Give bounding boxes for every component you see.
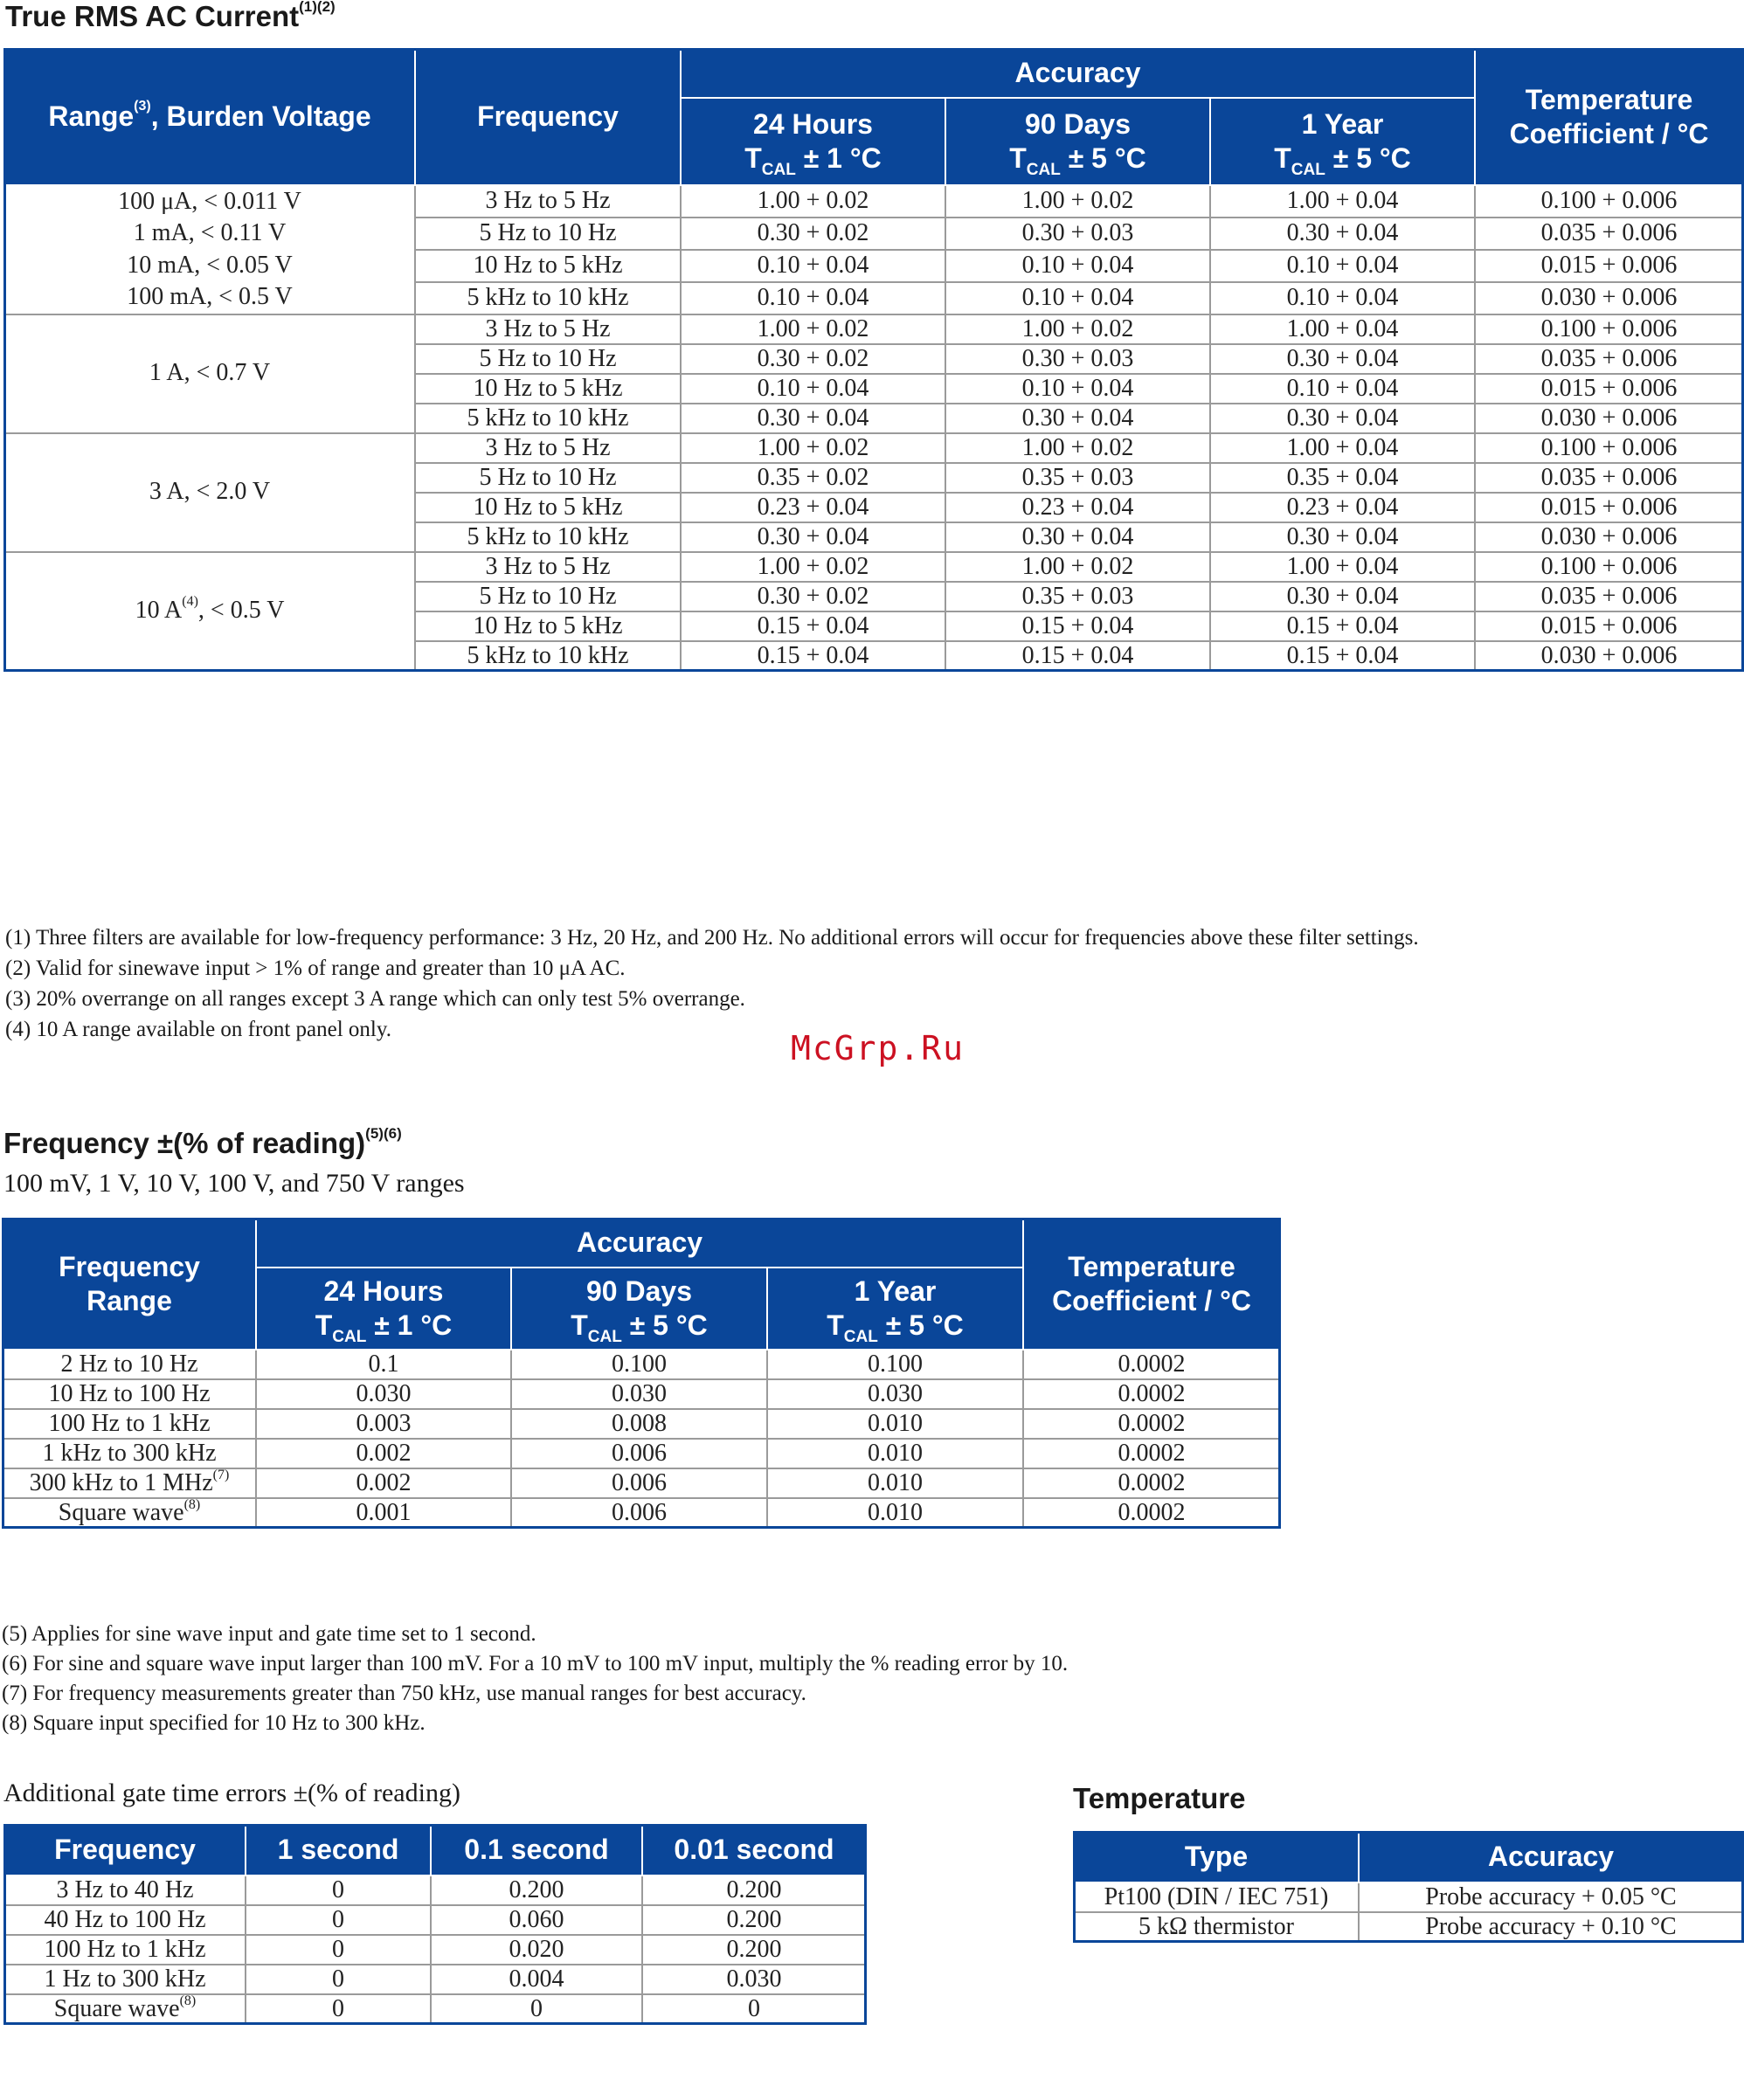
- footnote-6: (6) For sine and square wave input larger than 100 mV. For a 10 mV to 100 mV input, multiply the % reading error by 10.: [2, 1652, 1069, 1675]
- table-row: [4, 1875, 866, 1905]
- frequency-range-cell: [3, 1439, 256, 1468]
- header-range: Range$^{(3)}$, Burden Voltage: [4, 49, 415, 185]
- temp-coefficient-cell: 0.030 + 0.006: [1475, 404, 1743, 433]
- gate-0-1-second-cell: 0.020: [431, 1935, 642, 1965]
- accuracy-1y-cell: 0.010: [767, 1468, 1023, 1498]
- accuracy-90d-cell: 0.030: [511, 1379, 767, 1409]
- header-90-days: 90 Days $T_{CAL} \pm 5$ °C: [945, 98, 1210, 185]
- footnote-5: (5) Applies for sine wave input and gate time set to 1 second.: [2, 1622, 536, 1646]
- frequency-title: Frequency ±(% of reading)$^{(5)(6)}$: [3, 1125, 402, 1159]
- header-accuracy: Accuracy: [1359, 1832, 1743, 1882]
- gate-frequency-text: 3 Hz to 40 Hz: [56, 1876, 194, 1903]
- temp-coefficient-cell: 0.035 + 0.006: [1475, 218, 1743, 250]
- sensor-accuracy-cell: Probe accuracy + 0.10 °C: [1359, 1912, 1743, 1942]
- table-row: [3, 1468, 1280, 1498]
- header-0-01-second: 0.01 second: [642, 1825, 866, 1875]
- accuracy-24h-cell: 0.001: [256, 1498, 511, 1528]
- table-row: [1074, 1912, 1743, 1942]
- frequency-range-text: Square wave: [58, 1499, 184, 1526]
- temp-coefficient-cell: 0.015 + 0.006: [1475, 611, 1743, 641]
- temp-coefficient-cell: 0.100 + 0.006: [1475, 552, 1743, 582]
- frequency-range-text: 1 kHz to 300 kHz: [42, 1440, 217, 1467]
- accuracy-24h-cell: 0.10 + 0.04: [681, 282, 945, 314]
- accuracy-90d-cell: 0.10 + 0.04: [945, 374, 1210, 404]
- accuracy-90d-cell: 0.006: [511, 1498, 767, 1528]
- frequency-subtitle: 100 mV, 1 V, 10 V, 100 V, and 750 V ranges: [3, 1169, 465, 1198]
- accuracy-24h-cell: 0.35 + 0.02: [681, 463, 945, 493]
- accuracy-90d-cell: 0.10 + 0.04: [945, 250, 1210, 282]
- footnote-8: (8) Square input specified for 10 Hz to 300 kHz.: [2, 1711, 426, 1735]
- range-text: , < 0.5 V: [197, 597, 285, 625]
- range-line: 100 mA, < 0.5 V: [127, 283, 293, 311]
- footnote-mark: (8): [179, 1993, 197, 2008]
- accuracy-24h-cell: 0.15 + 0.04: [681, 641, 945, 671]
- gate-frequency-cell: [4, 1875, 246, 1905]
- sensor-type-cell: 5 kΩ thermistor: [1074, 1912, 1359, 1942]
- gate-0-1-second-cell: 0.200: [431, 1875, 642, 1905]
- accuracy-1y-cell: 0.10 + 0.04: [1210, 250, 1475, 282]
- footnote-2: (2) Valid for sinewave input > 1% of range and greater than 10 μA AC.: [5, 957, 626, 980]
- table-row: [3, 1498, 1280, 1528]
- frequency-range-cell: [3, 1379, 256, 1409]
- frequency-table: [2, 1218, 1281, 1529]
- header-type: Type: [1074, 1832, 1359, 1882]
- accuracy-90d-cell: 0.006: [511, 1439, 767, 1468]
- temperature-title: Temperature: [1073, 1782, 1246, 1814]
- accuracy-1y-cell: 0.100: [767, 1350, 1023, 1379]
- header-0-1-second: 0.1 second: [431, 1825, 642, 1875]
- header-frequency: Frequency: [4, 1825, 246, 1875]
- gate-time-table: [3, 1824, 867, 2025]
- frequency-cell: 3 Hz to 5 Hz: [415, 433, 681, 463]
- gate-frequency-cell: [4, 1965, 246, 1994]
- accuracy-90d-cell: 0.30 + 0.03: [945, 218, 1210, 250]
- frequency-range-text: 300 kHz to 1 MHz: [29, 1469, 213, 1496]
- ac-current-footnotes: [5, 922, 1419, 1045]
- accuracy-1y-cell: 0.15 + 0.04: [1210, 611, 1475, 641]
- frequency-cell: 5 Hz to 10 Hz: [415, 344, 681, 374]
- accuracy-24h-cell: 0.30 + 0.02: [681, 582, 945, 611]
- table-row: [4, 552, 1743, 582]
- accuracy-24h-cell: 0.10 + 0.04: [681, 374, 945, 404]
- table-row: [4, 1994, 866, 2024]
- frequency-cell: 10 Hz to 5 kHz: [415, 374, 681, 404]
- range-footnote-mark: (4): [182, 594, 198, 610]
- frequency-range-cell: [3, 1409, 256, 1439]
- frequency-cell: 3 Hz to 5 Hz: [415, 314, 681, 344]
- accuracy-24h-cell: 0.30 + 0.04: [681, 404, 945, 433]
- table-row: [4, 314, 1743, 344]
- header-frequency: Frequency: [415, 49, 681, 185]
- accuracy-24h-cell: 0.30 + 0.04: [681, 522, 945, 552]
- accuracy-90d-cell: 0.30 + 0.03: [945, 344, 1210, 374]
- gate-frequency-text: 100 Hz to 1 kHz: [44, 1936, 206, 1963]
- frequency-range-text: 100 Hz to 1 kHz: [48, 1410, 211, 1437]
- gate-0-01-second-cell: 0.200: [642, 1875, 866, 1905]
- accuracy-24h-cell: 0.1: [256, 1350, 511, 1379]
- gate-frequency-text: Square wave: [53, 1995, 180, 2022]
- temp-coefficient-cell: 0.0002: [1023, 1350, 1280, 1379]
- gate-1-second-cell: 0: [246, 1905, 431, 1935]
- temp-coefficient-cell: 0.035 + 0.006: [1475, 582, 1743, 611]
- temp-coefficient-cell: 0.015 + 0.006: [1475, 250, 1743, 282]
- accuracy-90d-cell: 0.15 + 0.04: [945, 641, 1210, 671]
- table-row: [3, 1439, 1280, 1468]
- accuracy-24h-cell: 1.00 + 0.02: [681, 552, 945, 582]
- frequency-cell: 10 Hz to 5 kHz: [415, 493, 681, 522]
- accuracy-24h-cell: 0.002: [256, 1439, 511, 1468]
- accuracy-90d-cell: 1.00 + 0.02: [945, 185, 1210, 218]
- accuracy-90d-cell: 0.30 + 0.04: [945, 404, 1210, 433]
- accuracy-90d-cell: 1.00 + 0.02: [945, 552, 1210, 582]
- frequency-range-text: 10 Hz to 100 Hz: [48, 1380, 211, 1407]
- temp-coefficient-cell: 0.0002: [1023, 1498, 1280, 1528]
- accuracy-1y-cell: 1.00 + 0.04: [1210, 314, 1475, 344]
- accuracy-1y-cell: 0.15 + 0.04: [1210, 641, 1475, 671]
- range-line: 3 A, < 2.0 V: [149, 478, 271, 506]
- gate-0-1-second-cell: 0.004: [431, 1965, 642, 1994]
- footnote-mark: (7): [212, 1468, 230, 1482]
- header-1-second: 1 second: [246, 1825, 431, 1875]
- table-row: [3, 1409, 1280, 1439]
- accuracy-24h-cell: 1.00 + 0.02: [681, 433, 945, 463]
- accuracy-24h-cell: 0.002: [256, 1468, 511, 1498]
- temp-coefficient-cell: 0.030 + 0.006: [1475, 641, 1743, 671]
- frequency-footnotes: [2, 1620, 1068, 1738]
- range-line: [5, 595, 414, 626]
- range-burden-cell: [4, 314, 415, 433]
- range-line: 10 mA, < 0.05 V: [127, 251, 293, 279]
- frequency-title-footnote-marks: (5)(6): [365, 1125, 402, 1142]
- accuracy-90d-cell: 0.008: [511, 1409, 767, 1439]
- frequency-cell: 5 kHz to 10 kHz: [415, 282, 681, 314]
- gate-1-second-cell: 0: [246, 1965, 431, 1994]
- footnote-4: (4) 10 A range available on front panel only.: [5, 1018, 391, 1041]
- frequency-range-cell: [3, 1350, 256, 1379]
- accuracy-90d-cell: 0.10 + 0.04: [945, 282, 1210, 314]
- accuracy-24h-cell: 0.30 + 0.02: [681, 218, 945, 250]
- accuracy-1y-cell: 0.30 + 0.04: [1210, 582, 1475, 611]
- header-temp-coefficient: Temperature Coefficient / °C: [1475, 49, 1743, 185]
- frequency-cell: 5 kHz to 10 kHz: [415, 641, 681, 671]
- frequency-cell: 5 kHz to 10 kHz: [415, 522, 681, 552]
- header-90-days: 90 Days $T_{CAL} \pm 5$ °C: [511, 1268, 767, 1350]
- accuracy-1y-cell: 0.10 + 0.04: [1210, 282, 1475, 314]
- accuracy-1y-cell: 0.10 + 0.04: [1210, 374, 1475, 404]
- gate-1-second-cell: 0: [246, 1994, 431, 2024]
- frequency-range-cell: [3, 1468, 256, 1498]
- frequency-cell: 5 kHz to 10 kHz: [415, 404, 681, 433]
- gate-0-01-second-cell: 0.200: [642, 1905, 866, 1935]
- ac-current-table: [3, 48, 1744, 672]
- frequency-cell: 5 Hz to 10 Hz: [415, 463, 681, 493]
- accuracy-1y-cell: 0.030: [767, 1379, 1023, 1409]
- accuracy-1y-cell: 1.00 + 0.04: [1210, 185, 1475, 218]
- table-row: [3, 1379, 1280, 1409]
- gate-0-1-second-cell: 0: [431, 1994, 642, 2024]
- range-text: 10 A: [135, 597, 183, 625]
- table-row: [4, 185, 1743, 218]
- table-row: [4, 1935, 866, 1965]
- ac-current-title-footnote-marks: (1)(2): [299, 0, 336, 15]
- header-accuracy: Accuracy: [681, 49, 1475, 98]
- accuracy-24h-cell: 0.003: [256, 1409, 511, 1439]
- sensor-type-cell: Pt100 (DIN / IEC 751): [1074, 1882, 1359, 1912]
- accuracy-90d-cell: 0.15 + 0.04: [945, 611, 1210, 641]
- frequency-cell: 10 Hz to 5 kHz: [415, 611, 681, 641]
- accuracy-24h-cell: 0.15 + 0.04: [681, 611, 945, 641]
- frequency-range-text: 2 Hz to 10 Hz: [60, 1350, 198, 1378]
- temp-coefficient-cell: 0.0002: [1023, 1439, 1280, 1468]
- accuracy-24h-cell: 0.10 + 0.04: [681, 250, 945, 282]
- accuracy-90d-cell: 0.006: [511, 1468, 767, 1498]
- header-24-hours: 24 Hours $T_{CAL} \pm 1$ °C: [256, 1268, 511, 1350]
- sensor-accuracy-cell: Probe accuracy + 0.05 °C: [1359, 1882, 1743, 1912]
- gate-0-01-second-cell: 0.200: [642, 1935, 866, 1965]
- frequency-cell: 5 Hz to 10 Hz: [415, 218, 681, 250]
- range-burden-cell: [4, 185, 415, 314]
- header-24-hours: 24 Hours $T_{CAL} \pm 1$ °C: [681, 98, 945, 185]
- accuracy-1y-cell: 1.00 + 0.04: [1210, 552, 1475, 582]
- frequency-cell: 5 Hz to 10 Hz: [415, 582, 681, 611]
- frequency-cell: 3 Hz to 5 Hz: [415, 185, 681, 218]
- accuracy-1y-cell: 0.30 + 0.04: [1210, 344, 1475, 374]
- accuracy-24h-cell: 0.23 + 0.04: [681, 493, 945, 522]
- frequency-cell: 3 Hz to 5 Hz: [415, 552, 681, 582]
- header-1-year: 1 Year $T_{CAL} \pm 5$ °C: [767, 1268, 1023, 1350]
- temp-coefficient-cell: 0.100 + 0.006: [1475, 314, 1743, 344]
- gate-time-title: Additional gate time errors ±(% of reading): [3, 1779, 460, 1807]
- accuracy-90d-cell: 0.30 + 0.04: [945, 522, 1210, 552]
- footnote-1: (1) Three filters are available for low-frequency performance: 3 Hz, 20 Hz, and 200 Hz. No additional errors will occur for frequencies above these filter settings.: [5, 926, 1419, 950]
- watermark: McGrp.Ru: [791, 1029, 965, 1067]
- temp-coefficient-cell: 0.0002: [1023, 1409, 1280, 1439]
- accuracy-1y-cell: 0.010: [767, 1439, 1023, 1468]
- ac-current-title: True RMS AC Current$^{(1)(2)}$: [5, 0, 336, 32]
- temp-coefficient-cell: 0.0002: [1023, 1379, 1280, 1409]
- table-row: [4, 1905, 866, 1935]
- range-line: 1 mA, < 0.11 V: [133, 219, 287, 247]
- footnote-mark: (8): [183, 1497, 201, 1512]
- temp-coefficient-cell: 0.0002: [1023, 1468, 1280, 1498]
- accuracy-24h-cell: 0.030: [256, 1379, 511, 1409]
- gate-frequency-cell: [4, 1994, 246, 2024]
- gate-0-01-second-cell: 0.030: [642, 1965, 866, 1994]
- gate-frequency-cell: [4, 1935, 246, 1965]
- temp-coefficient-cell: 0.030 + 0.006: [1475, 522, 1743, 552]
- temp-coefficient-cell: 0.035 + 0.006: [1475, 344, 1743, 374]
- temp-coefficient-cell: 0.035 + 0.006: [1475, 463, 1743, 493]
- accuracy-90d-cell: 1.00 + 0.02: [945, 314, 1210, 344]
- temperature-table: [1073, 1831, 1744, 1943]
- footnote-3: (3) 20% overrange on all ranges except 3 A range which can only test 5% overrange.: [5, 987, 745, 1011]
- gate-1-second-cell: 0: [246, 1935, 431, 1965]
- accuracy-1y-cell: 0.30 + 0.04: [1210, 522, 1475, 552]
- accuracy-90d-cell: 0.35 + 0.03: [945, 582, 1210, 611]
- table-row: [3, 1350, 1280, 1379]
- accuracy-1y-cell: 0.30 + 0.04: [1210, 218, 1475, 250]
- temp-coefficient-cell: 0.100 + 0.006: [1475, 433, 1743, 463]
- accuracy-24h-cell: 0.30 + 0.02: [681, 344, 945, 374]
- footnote-7: (7) For frequency measurements greater than 750 kHz, use manual ranges for best accuracy.: [2, 1682, 806, 1705]
- accuracy-1y-cell: 0.30 + 0.04: [1210, 404, 1475, 433]
- accuracy-90d-cell: 0.23 + 0.04: [945, 493, 1210, 522]
- frequency-range-cell: [3, 1498, 256, 1528]
- header-1-year: 1 Year $T_{CAL} \pm 5$ °C: [1210, 98, 1475, 185]
- accuracy-1y-cell: 1.00 + 0.04: [1210, 433, 1475, 463]
- accuracy-90d-cell: 0.35 + 0.03: [945, 463, 1210, 493]
- range-burden-cell: [4, 552, 415, 671]
- accuracy-1y-cell: 0.010: [767, 1409, 1023, 1439]
- accuracy-1y-cell: 0.35 + 0.04: [1210, 463, 1475, 493]
- temp-coefficient-cell: 0.030 + 0.006: [1475, 282, 1743, 314]
- accuracy-90d-cell: 1.00 + 0.02: [945, 433, 1210, 463]
- accuracy-1y-cell: 0.010: [767, 1498, 1023, 1528]
- table-row: [4, 433, 1743, 463]
- gate-frequency-cell: [4, 1905, 246, 1935]
- range-burden-cell: [4, 433, 415, 552]
- table-row: [1074, 1882, 1743, 1912]
- gate-0-01-second-cell: 0: [642, 1994, 866, 2024]
- header-accuracy: Accuracy: [256, 1219, 1023, 1268]
- header-frequency-range: Frequency Range: [3, 1219, 256, 1350]
- gate-frequency-text: 40 Hz to 100 Hz: [44, 1906, 206, 1933]
- header-temp-coefficient: Temperature Coefficient / °C: [1023, 1219, 1280, 1350]
- accuracy-24h-cell: 1.00 + 0.02: [681, 314, 945, 344]
- gate-0-1-second-cell: 0.060: [431, 1905, 642, 1935]
- temp-coefficient-cell: 0.015 + 0.006: [1475, 374, 1743, 404]
- range-line: 1 A, < 0.7 V: [149, 359, 271, 387]
- range-line: 100 μA, < 0.011 V: [118, 188, 301, 215]
- accuracy-24h-cell: 1.00 + 0.02: [681, 185, 945, 218]
- accuracy-1y-cell: 0.23 + 0.04: [1210, 493, 1475, 522]
- temp-coefficient-cell: 0.100 + 0.006: [1475, 185, 1743, 218]
- frequency-cell: 10 Hz to 5 kHz: [415, 250, 681, 282]
- temp-coefficient-cell: 0.015 + 0.006: [1475, 493, 1743, 522]
- gate-1-second-cell: 0: [246, 1875, 431, 1905]
- accuracy-90d-cell: 0.100: [511, 1350, 767, 1379]
- gate-frequency-text: 1 Hz to 300 kHz: [44, 1965, 206, 1993]
- table-row: [4, 1965, 866, 1994]
